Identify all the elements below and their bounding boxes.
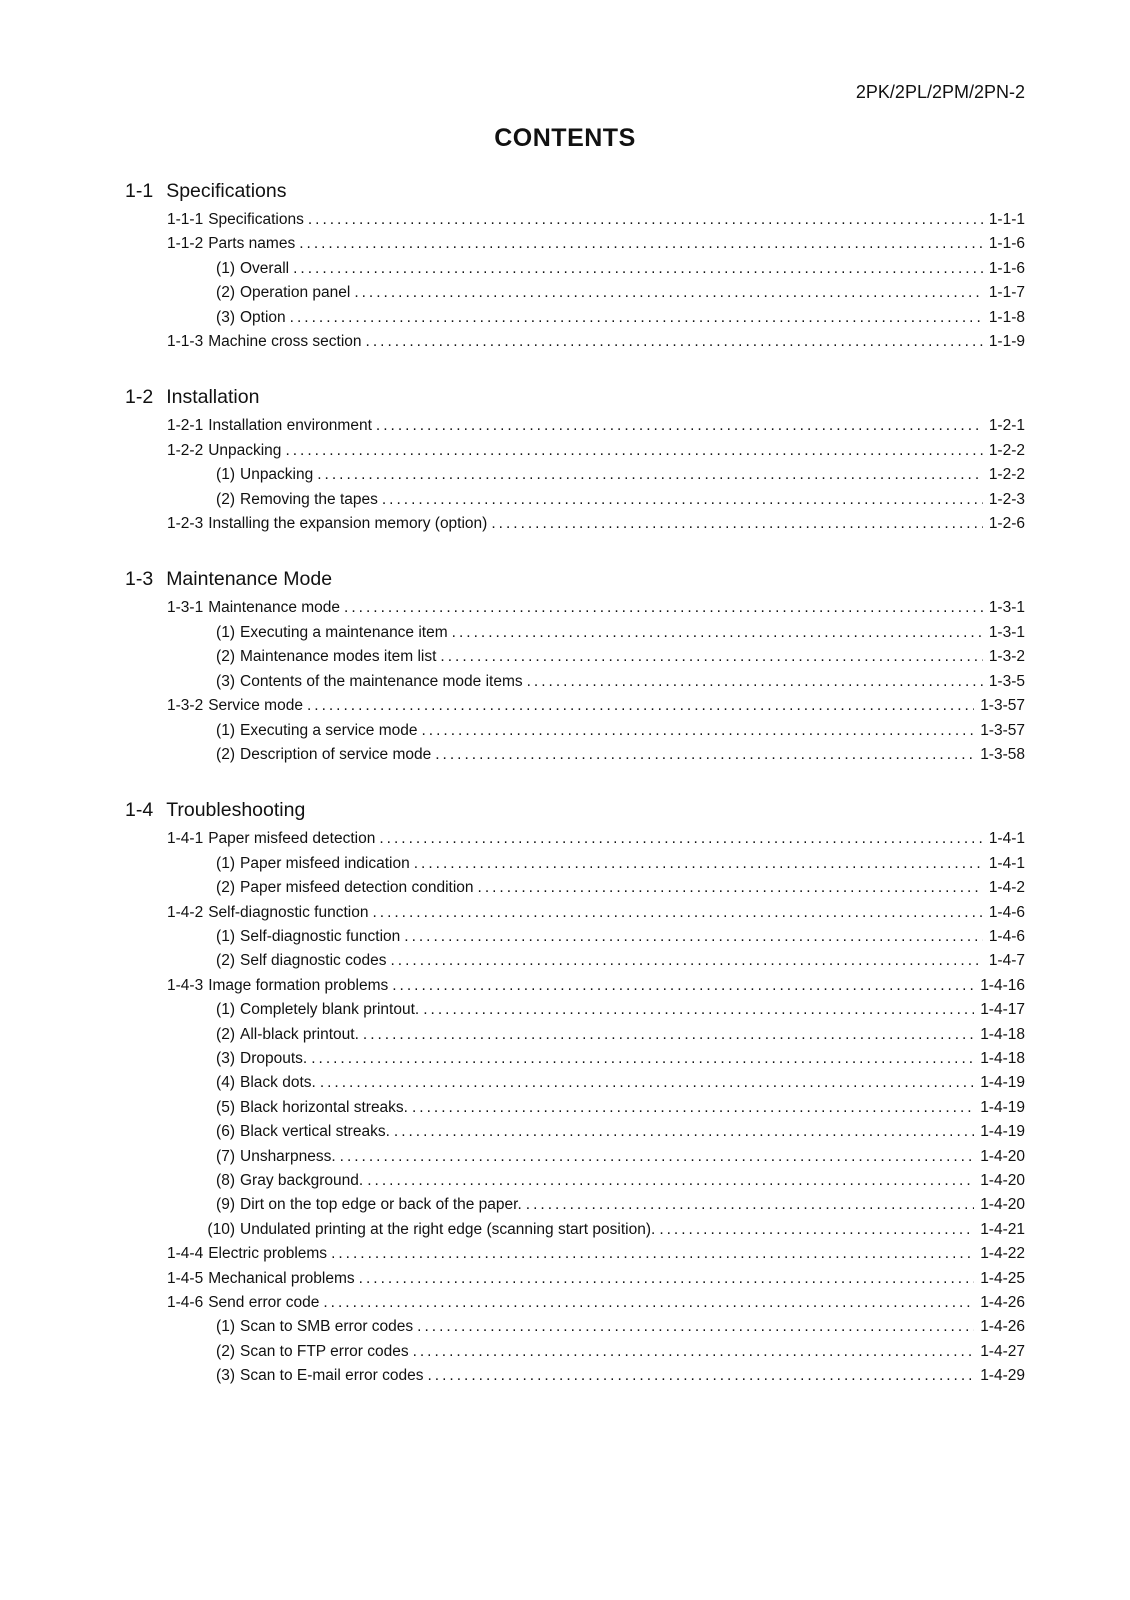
- dot-leader: [478, 876, 983, 900]
- section-number: 1-2: [125, 386, 154, 409]
- section-heading: [125, 797, 1025, 823]
- toc-entry[interactable]: [125, 645, 1025, 669]
- toc-entry[interactable]: [125, 1291, 1025, 1315]
- toc-section: [125, 566, 1025, 767]
- dot-leader: [290, 306, 983, 330]
- entry-title: Unpacking: [240, 466, 314, 484]
- entry-page-number: 1-1-6: [988, 235, 1025, 253]
- toc-entry[interactable]: [125, 852, 1025, 876]
- entry-number: 1-2-1: [167, 417, 204, 435]
- entry-page-number: 1-4-26: [980, 1318, 1025, 1336]
- entry-page-number: 1-4-6: [988, 903, 1025, 921]
- section-title: Troubleshooting: [166, 799, 306, 822]
- dot-leader: [354, 281, 983, 305]
- entry-page-number: 1-4-26: [980, 1294, 1025, 1312]
- entry-title: Dirt on the top edge or back of the paper.: [240, 1196, 522, 1214]
- entry-number: 1-1-1: [167, 211, 204, 228]
- toc-entry[interactable]: [125, 1267, 1025, 1291]
- entry-page-number: 1-4-25: [980, 1269, 1025, 1287]
- entry-number: (1): [216, 259, 235, 277]
- toc-entry[interactable]: [125, 1364, 1025, 1388]
- entry-page-number: 1-4-6: [988, 927, 1025, 945]
- table-of-contents: [125, 178, 1025, 1389]
- entry-page-number: 1-4-16: [980, 976, 1025, 994]
- entry-page-number: 1-4-27: [980, 1342, 1025, 1360]
- entry-title: Self-diagnostic function: [240, 927, 401, 945]
- dot-leader: [311, 1047, 974, 1071]
- entry-title: Gray background.: [240, 1172, 364, 1189]
- toc-entry[interactable]: [125, 621, 1025, 645]
- entry-number: 1-4-6: [167, 1294, 204, 1312]
- entry-number: 1-3-2: [167, 697, 204, 715]
- toc-entry[interactable]: [125, 596, 1025, 620]
- entry-number: 1-4-5: [167, 1269, 204, 1287]
- entry-number: (2): [216, 1025, 235, 1043]
- entry-title: Black horizontal streaks.: [240, 1098, 408, 1116]
- entry-number: 1-1-2: [167, 235, 204, 253]
- dot-leader: [413, 1340, 975, 1364]
- toc-entry[interactable]: [125, 414, 1025, 438]
- entry-page-number: 1-4-1: [988, 854, 1025, 872]
- entry-number: (10): [207, 1220, 235, 1238]
- dot-leader: [659, 1218, 974, 1242]
- entry-number: (2): [216, 490, 235, 508]
- entry-number: 1-4-2: [167, 903, 204, 921]
- dot-leader: [414, 852, 983, 876]
- entry-number: (8): [216, 1172, 235, 1189]
- entry-number: (1): [216, 623, 235, 641]
- entry-title: Black vertical streaks.: [240, 1123, 390, 1141]
- entry-page-number: 1-4-21: [980, 1220, 1025, 1238]
- dot-leader: [452, 621, 983, 645]
- entry-page-number: 1-4-20: [980, 1147, 1025, 1165]
- dot-leader: [423, 998, 974, 1022]
- entry-number: (1): [216, 854, 235, 872]
- toc-entry[interactable]: [125, 974, 1025, 998]
- toc-entry[interactable]: [125, 1145, 1025, 1169]
- entry-page-number: 1-3-5: [988, 672, 1025, 690]
- entry-number: (3): [216, 1367, 235, 1385]
- entry-page-number: 1-4-29: [980, 1367, 1025, 1385]
- toc-entry[interactable]: [125, 1047, 1025, 1071]
- section-number: 1-3: [125, 568, 154, 591]
- toc-entry[interactable]: [125, 488, 1025, 512]
- entry-title: Scan to FTP error codes: [240, 1342, 409, 1360]
- entry-page-number: 1-3-57: [980, 721, 1025, 739]
- entry-title: Paper misfeed indication: [240, 854, 410, 872]
- section-title: Maintenance Mode: [166, 568, 333, 591]
- toc-entry[interactable]: [125, 1120, 1025, 1144]
- entry-number: (1): [216, 721, 235, 739]
- dot-leader: [307, 694, 974, 718]
- entry-number: (3): [216, 1049, 235, 1067]
- entry-title: Contents of the maintenance mode items: [240, 672, 523, 690]
- dot-leader: [382, 488, 983, 512]
- dot-leader: [417, 1315, 974, 1339]
- entry-page-number: 1-1-6: [988, 259, 1025, 277]
- entry-title: Image formation problems: [208, 976, 389, 994]
- dot-leader: [394, 1120, 974, 1144]
- page-title: CONTENTS: [494, 124, 636, 152]
- entry-number: 1-4-1: [167, 830, 204, 848]
- toc-entry[interactable]: [125, 670, 1025, 694]
- section-title: Installation: [166, 386, 260, 409]
- dot-leader: [440, 645, 982, 669]
- dot-leader: [390, 949, 982, 973]
- entry-number: (3): [216, 672, 235, 690]
- entry-number: 1-2-2: [167, 441, 204, 459]
- dot-leader: [376, 414, 983, 438]
- toc-entry[interactable]: [125, 949, 1025, 973]
- entry-number: 1-3-1: [167, 599, 204, 617]
- entry-number: 1-4-4: [167, 1245, 204, 1263]
- entry-title: Unpacking: [208, 441, 282, 459]
- entry-number: (1): [216, 1318, 235, 1336]
- dot-leader: [363, 1023, 974, 1047]
- toc-entry[interactable]: [125, 306, 1025, 330]
- toc-entry[interactable]: [125, 743, 1025, 767]
- entry-page-number: 1-4-20: [980, 1172, 1025, 1189]
- entry-number: (2): [216, 952, 235, 970]
- entry-title: Executing a maintenance item: [240, 623, 448, 641]
- entry-title: Paper misfeed detection: [208, 830, 376, 848]
- toc-entry[interactable]: [125, 1218, 1025, 1242]
- entry-title: Maintenance modes item list: [240, 648, 437, 666]
- entry-number: (5): [216, 1098, 235, 1116]
- dot-leader: [320, 1071, 974, 1095]
- entry-number: (7): [216, 1147, 235, 1165]
- entry-title: Undulated printing at the right edge (scanning start position).: [240, 1220, 656, 1238]
- entry-title: Parts names: [208, 235, 296, 253]
- toc-section: [125, 384, 1025, 536]
- dot-leader: [366, 330, 983, 354]
- entry-page-number: 1-4-19: [980, 1123, 1025, 1141]
- entry-title: Paper misfeed detection condition: [240, 879, 474, 897]
- entry-page-number: 1-4-22: [980, 1245, 1025, 1263]
- entry-page-number: 1-2-2: [988, 466, 1025, 484]
- entry-number: (2): [216, 1342, 235, 1360]
- entry-page-number: 1-4-17: [980, 1001, 1025, 1019]
- entry-page-number: 1-4-18: [980, 1049, 1025, 1067]
- entry-page-number: 1-4-19: [980, 1098, 1025, 1116]
- entry-title: Unsharpness.: [240, 1147, 336, 1165]
- dot-leader: [344, 596, 983, 620]
- entry-page-number: 1-4-19: [980, 1074, 1025, 1092]
- entry-title: Machine cross section: [208, 333, 362, 351]
- toc-entry[interactable]: [125, 719, 1025, 743]
- entry-number: (1): [216, 466, 235, 484]
- dot-leader: [372, 901, 982, 925]
- entry-page-number: 1-4-2: [988, 879, 1025, 897]
- entry-page-number: 1-3-57: [980, 697, 1025, 715]
- entry-page-number: 1-3-2: [988, 648, 1025, 666]
- dot-leader: [331, 1242, 974, 1266]
- entry-title: Send error code: [208, 1294, 320, 1312]
- entry-number: 1-2-3: [167, 515, 204, 533]
- dot-leader: [379, 827, 982, 851]
- entry-title: Specifications: [208, 211, 304, 228]
- dot-leader: [285, 439, 982, 463]
- section-number: 1-1: [125, 180, 154, 202]
- dot-leader: [491, 512, 982, 536]
- entry-number: 1-1-3: [167, 333, 204, 351]
- entry-page-number: 1-3-1: [988, 599, 1025, 617]
- entry-number: (2): [216, 648, 235, 666]
- dot-leader: [308, 208, 983, 232]
- toc-entry[interactable]: [125, 1023, 1025, 1047]
- toc-entry[interactable]: [125, 998, 1025, 1022]
- entry-number: (2): [216, 284, 235, 302]
- toc-entry[interactable]: [125, 208, 1025, 232]
- entry-title: Scan to SMB error codes: [240, 1318, 414, 1336]
- entry-title: Maintenance mode: [208, 599, 341, 617]
- toc-entry[interactable]: [125, 257, 1025, 281]
- dot-leader: [359, 1267, 975, 1291]
- section-heading: [125, 178, 1025, 204]
- entry-number: (9): [216, 1196, 235, 1214]
- entry-title: Installing the expansion memory (option): [208, 515, 488, 533]
- entry-number: (2): [216, 745, 235, 763]
- toc-entry[interactable]: [125, 1315, 1025, 1339]
- entry-title: Dropouts.: [240, 1049, 308, 1067]
- entry-number: (1): [216, 927, 235, 945]
- toc-entry[interactable]: [125, 232, 1025, 256]
- entry-number: (2): [216, 879, 235, 897]
- entry-page-number: 1-4-7: [988, 952, 1025, 970]
- toc-entry[interactable]: [125, 901, 1025, 925]
- entry-page-number: 1-1-7: [988, 284, 1025, 302]
- entry-page-number: 1-3-1: [988, 623, 1025, 641]
- entry-number: (1): [216, 1001, 235, 1019]
- entry-page-number: 1-1-9: [988, 333, 1025, 351]
- toc-entry[interactable]: [125, 439, 1025, 463]
- entry-page-number: 1-2-6: [988, 515, 1025, 533]
- dot-leader: [412, 1096, 974, 1120]
- dot-leader: [435, 743, 974, 767]
- toc-entry[interactable]: [125, 1193, 1025, 1217]
- entry-page-number: 1-2-1: [988, 417, 1025, 435]
- entry-title: Self-diagnostic function: [208, 903, 369, 921]
- toc-entry[interactable]: [125, 281, 1025, 305]
- entry-number: 1-4-3: [167, 976, 204, 994]
- toc-entry[interactable]: [125, 1242, 1025, 1266]
- dot-leader: [340, 1145, 975, 1169]
- toc-entry[interactable]: [125, 1071, 1025, 1095]
- entry-page-number: 1-3-58: [980, 745, 1025, 763]
- toc-entry[interactable]: [125, 876, 1025, 900]
- entry-title: Installation environment: [208, 417, 372, 435]
- entry-title: Completely blank printout.: [240, 1001, 420, 1019]
- toc-entry[interactable]: [125, 330, 1025, 354]
- toc-section: [125, 178, 1025, 354]
- dot-leader: [367, 1169, 974, 1193]
- entry-page-number: 1-4-1: [988, 830, 1025, 848]
- entry-title: Mechanical problems: [208, 1269, 355, 1287]
- entry-title: Description of service mode: [240, 745, 432, 763]
- toc-entry[interactable]: [125, 463, 1025, 487]
- toc-entry[interactable]: [125, 1169, 1025, 1193]
- toc-section: [125, 797, 1025, 1388]
- entry-page-number: 1-4-18: [980, 1025, 1025, 1043]
- entry-title: Option: [240, 308, 286, 326]
- dot-leader: [323, 1291, 974, 1315]
- entry-title: Operation panel: [240, 284, 351, 302]
- dot-leader: [527, 670, 983, 694]
- entry-title: Removing the tapes: [240, 490, 378, 508]
- dot-leader: [526, 1193, 974, 1217]
- section-heading: [125, 566, 1025, 592]
- dot-leader: [392, 974, 974, 998]
- entry-number: (4): [216, 1074, 235, 1092]
- entry-number: (3): [216, 308, 235, 326]
- dot-leader: [404, 925, 983, 949]
- section-number: 1-4: [125, 799, 154, 822]
- entry-title: All-black printout.: [240, 1025, 359, 1043]
- toc-entry[interactable]: [125, 694, 1025, 718]
- dot-leader: [428, 1364, 975, 1388]
- entry-title: Self diagnostic codes: [240, 952, 387, 970]
- entry-page-number: 1-2-2: [988, 441, 1025, 459]
- toc-entry[interactable]: [125, 925, 1025, 949]
- toc-entry[interactable]: [125, 1096, 1025, 1120]
- toc-entry[interactable]: [125, 827, 1025, 851]
- entry-number: (6): [216, 1123, 235, 1141]
- entry-title: Executing a service mode: [240, 721, 418, 739]
- dot-leader: [299, 232, 983, 256]
- section-title: Specifications: [166, 180, 287, 202]
- entry-title: Black dots.: [240, 1074, 316, 1092]
- dot-leader: [317, 463, 983, 487]
- document-code: 2PK/2PL/2PM/2PN-2: [855, 82, 1025, 102]
- entry-page-number: 1-4-20: [980, 1196, 1025, 1214]
- entry-page-number: 1-1-1: [988, 211, 1025, 228]
- entry-title: Scan to E-mail error codes: [240, 1367, 424, 1385]
- entry-page-number: 1-2-3: [988, 490, 1025, 508]
- section-heading: [125, 384, 1025, 410]
- entry-title: Overall: [240, 259, 290, 277]
- toc-entry[interactable]: [125, 512, 1025, 536]
- entry-title: Electric problems: [208, 1245, 328, 1263]
- entry-title: Service mode: [208, 697, 303, 715]
- entry-page-number: 1-1-8: [988, 308, 1025, 326]
- toc-entry[interactable]: [125, 1340, 1025, 1364]
- dot-leader: [293, 257, 983, 281]
- dot-leader: [421, 719, 974, 743]
